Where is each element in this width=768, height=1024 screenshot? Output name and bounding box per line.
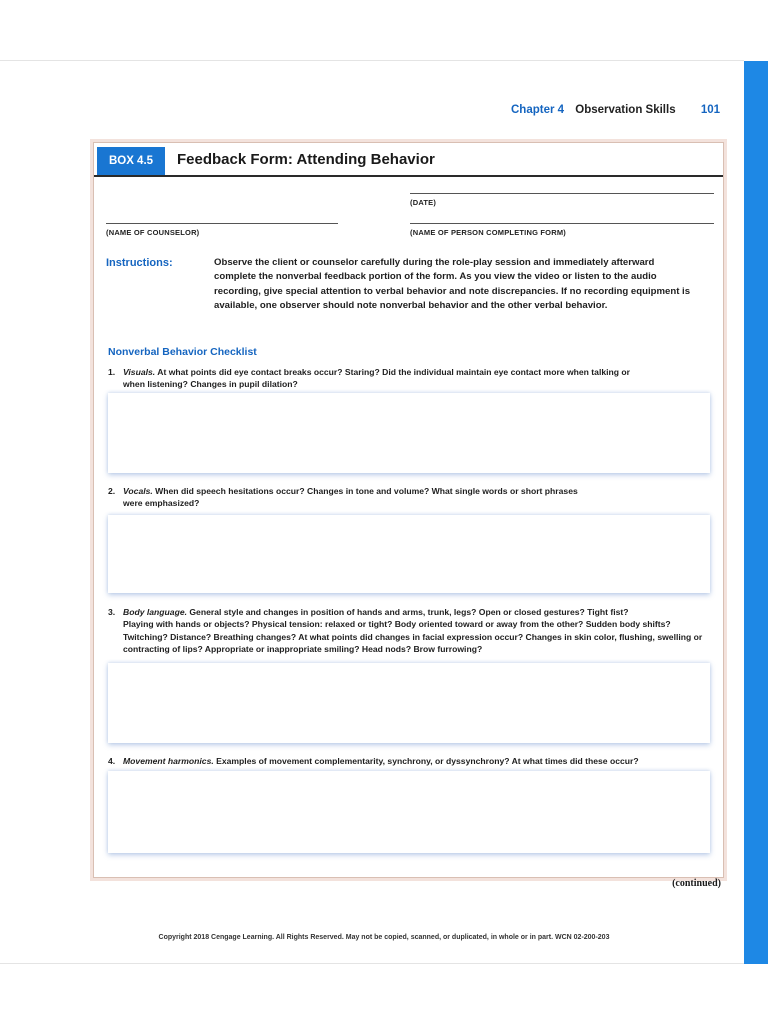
body-language-answer-area[interactable] [108, 663, 710, 743]
box-title: Feedback Form: Attending Behavior [177, 151, 435, 168]
item-text: When did speech hesitations occur? Changes in tone and volume? What single words or short phrases [152, 486, 578, 496]
instructions-text: Observe the client or counselor carefully during the role-play session and immediately afterward complete the nonverbal feedback portion of the form. As you view the video or listen to the audio recording, give special attention to verbal behavior and note discrepancies. If no recording equipment is available, one observer should note nonverbal behavior and the other verbal behavior. [214, 257, 691, 312]
box-badge: BOX 4.5 [97, 147, 165, 175]
chapter-label: Chapter 4 [511, 104, 565, 116]
checklist-item-visuals: 1. Visuals. At what points did eye contact breaks occur? Staring? Did the individual maintain eye contact more when talking or when listening? Changes in pupil dilation? [108, 366, 708, 391]
item-term: Vocals. [123, 486, 153, 496]
checklist-title: Nonverbal Behavior Checklist [108, 346, 257, 358]
section-label: Observation Skills [575, 104, 676, 116]
item-text: General style and changes in position of hands and arms, trunk, legs? Open or closed gestures? Tight fist? [186, 607, 629, 617]
visuals-answer-area[interactable] [108, 393, 710, 473]
item-text: Examples of movement complementarity, synchrony, or dyssynchrony? At what times did these occur? [213, 756, 639, 766]
counselor-name-line[interactable] [106, 223, 338, 224]
feedback-form-box [93, 142, 724, 878]
continued-note: (continued) [672, 878, 721, 889]
copyright-notice: Copyright 2018 Cengage Learning. All Rights Reserved. May not be copied, scanned, or duplicated, in whole or in part. WCN 02-200-203 [158, 934, 610, 941]
item-text: At what points did eye contact breaks occur? Staring? Did the individual maintain eye contact more when talking or [155, 367, 630, 377]
item-text-continued: when listening? Changes in pupil dilation? [123, 379, 298, 390]
bottom-divider [0, 963, 744, 964]
person-name-label: (NAME OF PERSON COMPLETING FORM) [410, 228, 566, 237]
item-term: Visuals. [123, 367, 156, 377]
movement-harmonics-answer-area[interactable] [108, 771, 710, 853]
date-label: (DATE) [410, 198, 437, 207]
date-line[interactable] [410, 193, 714, 194]
checklist-item-movement-harmonics: 4. Movement harmonics. Examples of movement complementarity, synchrony, or dyssynchrony? At what times did these occur? [108, 756, 639, 766]
item-term: Movement harmonics. [123, 756, 214, 766]
checklist-item-body-language: 3. Body language. General style and changes in position of hands and arms, trunk, legs? Open or closed gestures? Tight fist? Playing with hands or objects? Physical tension: relaxed or tight? Body oriented toward or away from the other? Sudden body shifts? Twitching? Distance? Breathing changes? At what points did changes in facial expression occur? Changes in skin color, flushing, swelling or contracting of lips? Appropriate or inappropriate smiling? Head nods? Brow furrowing? [108, 606, 708, 656]
item-term: Body language. [123, 607, 187, 617]
running-head [511, 104, 720, 116]
page-edge-bar [744, 61, 768, 964]
item-text-continued: were emphasized? [123, 498, 200, 509]
vocals-answer-area[interactable] [108, 515, 710, 593]
box-header [94, 143, 723, 177]
page-number: 101 [700, 104, 720, 116]
person-name-line[interactable] [410, 223, 714, 224]
instructions-label: Instructions: [106, 257, 173, 269]
top-divider [0, 60, 744, 61]
item-text-continued: Playing with hands or objects? Physical tension: relaxed or tight? Body oriented toward or away from the other? Sudden body shifts? Twitching? Distance? Breathing changes? At what points did changes in facial expression occur? Changes in skin color, flushing, swelling or contracting of lips? Appropriate or inappropriate smiling? Head nods? Brow furrowing? [123, 619, 703, 655]
checklist-item-vocals: 2. Vocals. When did speech hesitations occur? Changes in tone and volume? What single words or short phrases were emphasized? [108, 485, 708, 510]
counselor-name-label: (NAME OF COUNSELOR) [106, 228, 200, 237]
